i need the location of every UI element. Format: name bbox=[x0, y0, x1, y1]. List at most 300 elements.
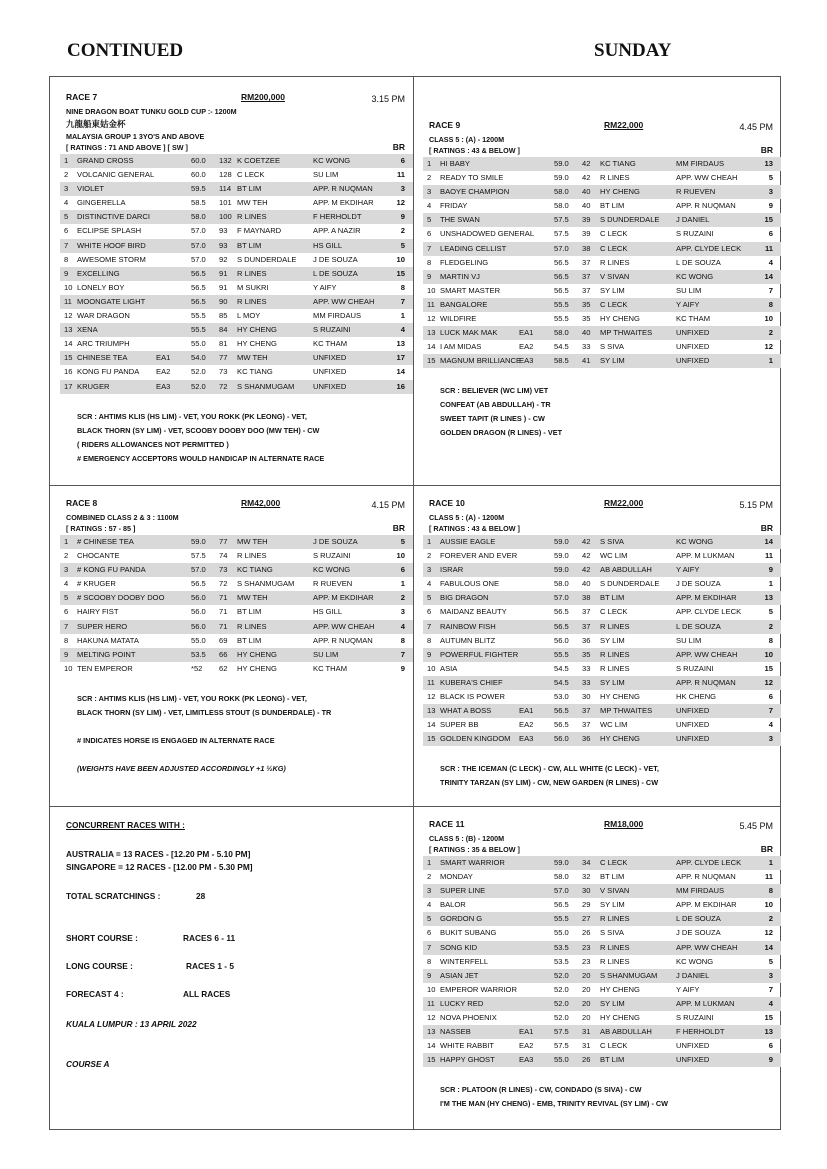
rating: 27 bbox=[582, 914, 591, 924]
trainer: SY LIM bbox=[600, 356, 625, 366]
ratings-text: [ RATINGS : 43 & BELOW ] bbox=[429, 146, 520, 155]
trainer: S SHANMUGAM bbox=[600, 970, 658, 980]
trainer: BT LIM bbox=[237, 240, 262, 250]
runner-row bbox=[423, 969, 781, 983]
rating: 39 bbox=[582, 215, 591, 225]
barrier: 5 bbox=[400, 537, 405, 546]
rating: 85 bbox=[219, 311, 228, 321]
rating: 35 bbox=[582, 314, 591, 324]
runner-number: 5 bbox=[427, 914, 432, 924]
runner-number: 13 bbox=[427, 1027, 436, 1037]
note-line: I'M THE MAN (HY CHENG) - EMB, TRINITY REVIVAL (SY LIM) - CW bbox=[440, 1099, 669, 1109]
jockey: APP. R NUQMAN bbox=[676, 201, 736, 211]
barrier: 6 bbox=[400, 565, 405, 575]
trainer: MP THWAITES bbox=[600, 706, 653, 716]
runner-row bbox=[423, 563, 781, 577]
runner-row bbox=[60, 549, 413, 563]
rating: 93 bbox=[219, 240, 228, 250]
trainer: R LINES bbox=[237, 212, 267, 222]
weight: 56.5 bbox=[554, 706, 569, 716]
trainer: MW TEH bbox=[237, 537, 268, 546]
runner-number: 2 bbox=[427, 872, 432, 882]
emergency-tag: EA2 bbox=[156, 367, 171, 377]
race-header bbox=[423, 819, 781, 833]
rating: 91 bbox=[219, 282, 228, 292]
barrier: 12 bbox=[764, 342, 773, 352]
rating: 74 bbox=[219, 551, 228, 561]
race-time: 5.45 PM bbox=[739, 821, 773, 831]
barrier: 1 bbox=[400, 311, 405, 321]
trainer: BT LIM bbox=[600, 593, 625, 603]
weight: 57.5 bbox=[554, 1041, 569, 1051]
race-purse: RM22,000 bbox=[604, 498, 644, 508]
rating: 41 bbox=[582, 356, 591, 366]
barrier: 5 bbox=[400, 240, 405, 250]
weight: 52.0 bbox=[554, 984, 569, 994]
horse-name: CHOCANTE bbox=[77, 551, 120, 561]
barrier: 3 bbox=[400, 607, 405, 617]
runner-row bbox=[60, 154, 413, 168]
rating: 23 bbox=[582, 942, 591, 952]
barrier: 15 bbox=[764, 1013, 773, 1023]
runner-number: 12 bbox=[64, 311, 73, 321]
barrier: 8 bbox=[768, 886, 773, 896]
rating: 37 bbox=[582, 257, 591, 267]
trainer: BT LIM bbox=[237, 184, 262, 194]
trainer: HY CHENG bbox=[600, 1013, 640, 1023]
emergency-tag: EA1 bbox=[519, 1027, 534, 1037]
jockey: KC WONG bbox=[313, 565, 351, 575]
race-info-line: CLASS 5 : (B) - 1200M bbox=[429, 834, 505, 843]
ratings-text: [ RATINGS : 35 & BELOW ] bbox=[429, 845, 520, 854]
note-line: ( RIDERS ALLOWANCES NOT PERMITTED ) bbox=[77, 439, 229, 449]
runner-row bbox=[423, 605, 781, 619]
horse-name: FLEDGELING bbox=[440, 257, 489, 267]
barrier: 11 bbox=[764, 243, 773, 253]
horse-name: HAKUNA MATATA bbox=[77, 635, 139, 645]
ratings-text: [ RATINGS : 57 - 85 ] bbox=[66, 524, 136, 533]
weight: 55.5 bbox=[554, 314, 569, 324]
horse-name: # KONG FU PANDA bbox=[77, 565, 146, 575]
runner-row bbox=[423, 270, 781, 284]
weight: 58.0 bbox=[554, 579, 569, 589]
runner-number: 2 bbox=[64, 551, 69, 561]
trainer: MW TEH bbox=[237, 353, 268, 363]
jockey: Y AIFY bbox=[676, 984, 700, 994]
runner-number: 12 bbox=[427, 314, 436, 324]
runner-number: 7 bbox=[64, 240, 69, 250]
runner-number: 17 bbox=[64, 381, 73, 391]
race-ratings bbox=[423, 145, 781, 156]
race-header bbox=[423, 120, 781, 134]
jockey: J DE SOUZA bbox=[313, 254, 358, 264]
runner-row bbox=[423, 620, 781, 634]
horse-name: LUCK MAK MAK bbox=[440, 328, 498, 338]
runner-number: 13 bbox=[427, 706, 436, 716]
runner-row bbox=[60, 563, 413, 577]
race-header bbox=[60, 498, 413, 512]
barrier-header: BR bbox=[760, 844, 773, 854]
runner-row bbox=[60, 295, 413, 309]
jockey: L DE SOUZA bbox=[676, 257, 721, 267]
weight: 58.0 bbox=[554, 201, 569, 211]
runner-number: 4 bbox=[64, 579, 69, 589]
runner-number: 2 bbox=[64, 170, 69, 180]
jockey: Y AIFY bbox=[676, 565, 700, 575]
barrier: 11 bbox=[396, 170, 405, 180]
trainer: WC LIM bbox=[600, 720, 628, 730]
horse-name: XENA bbox=[77, 325, 98, 335]
rating: 77 bbox=[219, 537, 228, 546]
horse-name: MELTING POINT bbox=[77, 649, 136, 659]
trainer: SY LIM bbox=[600, 677, 625, 687]
trainer: R LINES bbox=[600, 173, 630, 183]
horse-name: ASIA bbox=[440, 663, 458, 673]
weight: 58.0 bbox=[554, 328, 569, 338]
race-11-panel bbox=[423, 819, 781, 1111]
horse-name: GORDON G bbox=[440, 914, 483, 924]
rating: 34 bbox=[582, 858, 591, 867]
runner-number: 11 bbox=[427, 299, 435, 309]
note-line: # EMERGENCY ACCEPTORS WOULD HANDICAP IN ALTERNATE RACE bbox=[77, 453, 325, 463]
runner-number: 8 bbox=[427, 257, 432, 267]
weight: 57.0 bbox=[554, 243, 569, 253]
runner-row bbox=[423, 312, 781, 326]
race-ratings bbox=[60, 142, 413, 153]
weight: 56.5 bbox=[191, 579, 206, 589]
runner-number: 15 bbox=[427, 734, 436, 744]
horse-name: AUTUMN BLITZ bbox=[440, 635, 496, 645]
barrier: 15 bbox=[764, 215, 773, 225]
trainer: KC TIANG bbox=[237, 367, 273, 377]
rating: 128 bbox=[219, 170, 232, 180]
runner-row bbox=[423, 227, 781, 241]
race-notes bbox=[423, 384, 781, 440]
jockey: SU LIM bbox=[313, 649, 339, 659]
runner-row bbox=[423, 870, 781, 884]
runner-row bbox=[60, 535, 413, 549]
barrier: 7 bbox=[768, 706, 773, 716]
jockey: SU LIM bbox=[313, 170, 339, 180]
runner-number: 10 bbox=[427, 285, 436, 295]
horse-name: THE SWAN bbox=[440, 215, 480, 225]
runner-number: 1 bbox=[427, 159, 432, 168]
trainer: BT LIM bbox=[600, 201, 625, 211]
runner-number: 7 bbox=[427, 621, 432, 631]
rating: 40 bbox=[582, 187, 591, 197]
runner-number: 6 bbox=[427, 928, 432, 938]
barrier: 5 bbox=[768, 956, 773, 966]
horse-name: EXCELLING bbox=[77, 268, 120, 278]
rating: 72 bbox=[219, 381, 228, 391]
emergency-tag: EA1 bbox=[156, 353, 171, 363]
barrier: 9 bbox=[400, 663, 405, 673]
race-card-grid bbox=[49, 76, 781, 1130]
runner-row bbox=[60, 281, 413, 295]
barrier: 9 bbox=[768, 201, 773, 211]
jockey: APP. WW CHEAH bbox=[676, 173, 738, 183]
note-line: TRINITY TARZAN (SY LIM) - CW, NEW GARDEN (R LINES) - CW bbox=[440, 778, 659, 788]
barrier: 7 bbox=[768, 285, 773, 295]
weight: 59.0 bbox=[554, 173, 569, 183]
rating: 71 bbox=[219, 593, 228, 603]
barrier: 9 bbox=[768, 565, 773, 575]
rating: 42 bbox=[582, 173, 591, 183]
race-info-line: COMBINED CLASS 2 & 3 : 1100M bbox=[66, 513, 179, 522]
jockey: SU LIM bbox=[676, 285, 702, 295]
runner-number: 2 bbox=[427, 551, 432, 561]
horse-name: SUPER BB bbox=[440, 720, 479, 730]
concurrent-singapore: SINGAPORE = 12 RACES - [12.00 PM - 5.30 PM] bbox=[66, 862, 253, 872]
jockey: KC WONG bbox=[676, 537, 714, 546]
barrier: 13 bbox=[396, 339, 405, 349]
runner-number: 8 bbox=[64, 635, 69, 645]
row-divider-2 bbox=[50, 806, 780, 807]
runner-number: 1 bbox=[427, 858, 432, 867]
runner-number: 3 bbox=[64, 565, 69, 575]
weight: 58.0 bbox=[554, 872, 569, 882]
weight: 58.0 bbox=[554, 187, 569, 197]
trainer: R LINES bbox=[237, 621, 267, 631]
weight: 56.5 bbox=[554, 285, 569, 295]
runner-row bbox=[60, 239, 413, 253]
runner-number: 5 bbox=[427, 593, 432, 603]
runner-row bbox=[423, 199, 781, 213]
barrier: 1 bbox=[768, 356, 773, 366]
jockey: UNFIXED bbox=[676, 342, 710, 352]
barrier: 5 bbox=[768, 607, 773, 617]
trainer: R LINES bbox=[237, 296, 267, 306]
trainer: HY CHENG bbox=[600, 984, 640, 994]
jockey: L DE SOUZA bbox=[313, 268, 358, 278]
race-header bbox=[423, 498, 781, 512]
rating: 37 bbox=[582, 621, 591, 631]
trainer: V SIVAN bbox=[600, 886, 630, 896]
barrier: 8 bbox=[400, 282, 405, 292]
weight: 55.0 bbox=[191, 635, 206, 645]
rating: 91 bbox=[219, 268, 228, 278]
rating: 84 bbox=[219, 325, 228, 335]
trainer: R LINES bbox=[600, 942, 630, 952]
trainer: C LECK bbox=[600, 607, 628, 617]
weight: 59.0 bbox=[554, 858, 569, 867]
weight: 56.0 bbox=[554, 734, 569, 744]
jockey: APP. M EKDIHAR bbox=[676, 593, 737, 603]
trainer: AB ABDULLAH bbox=[600, 565, 652, 575]
runner-list bbox=[423, 157, 781, 368]
runner-number: 11 bbox=[64, 296, 72, 306]
rating: 37 bbox=[582, 271, 591, 281]
horse-name: FRIDAY bbox=[440, 201, 468, 211]
horse-name: CHINESE TEA bbox=[77, 353, 128, 363]
rating: 71 bbox=[219, 607, 228, 617]
race-7-panel bbox=[60, 92, 413, 466]
weight: 60.0 bbox=[191, 170, 206, 180]
rating: 73 bbox=[219, 565, 228, 575]
jockey: UNFIXED bbox=[313, 353, 347, 363]
trainer: KC TIANG bbox=[237, 565, 273, 575]
runner-row bbox=[423, 577, 781, 591]
jockey: L DE SOUZA bbox=[676, 621, 721, 631]
runner-number: 3 bbox=[427, 565, 432, 575]
runner-list bbox=[423, 856, 781, 1067]
weight: *52 bbox=[191, 663, 203, 673]
jockey: J DE SOUZA bbox=[676, 579, 721, 589]
weight: 55.0 bbox=[554, 1055, 569, 1065]
emergency-tag: EA1 bbox=[519, 706, 534, 716]
race-purse: RM18,000 bbox=[604, 819, 644, 829]
emergency-tag: EA3 bbox=[519, 734, 534, 744]
runner-row bbox=[60, 323, 413, 337]
note-line: SCR : BELIEVER (WC LIM) VET bbox=[440, 386, 549, 396]
jockey: APP. M EKDIHAR bbox=[676, 900, 737, 910]
runner-number: 14 bbox=[64, 339, 73, 349]
race-number: RACE 9 bbox=[429, 120, 461, 130]
jockey: APP. CLYDE LECK bbox=[676, 243, 742, 253]
note-line: SCR : AHTIMS KLIS (HS LIM) - VET, YOU ROKK (PK LEONG) - VET, bbox=[77, 411, 307, 421]
rating: 40 bbox=[582, 579, 591, 589]
trainer: S DUNDERDALE bbox=[237, 254, 297, 264]
trainer: S DUNDERDALE bbox=[600, 215, 660, 225]
barrier-header: BR bbox=[392, 523, 405, 533]
jockey: APP. WW CHEAH bbox=[676, 649, 738, 659]
horse-name: BALOR bbox=[440, 900, 466, 910]
jockey: J DE SOUZA bbox=[676, 928, 721, 938]
race-time: 4.15 PM bbox=[371, 500, 405, 510]
weight: 59.0 bbox=[191, 537, 206, 546]
barrier: 11 bbox=[764, 551, 773, 561]
jockey: KC THAM bbox=[676, 314, 711, 324]
runner-number: 9 bbox=[427, 970, 432, 980]
weight: 53.5 bbox=[554, 942, 569, 952]
barrier: 10 bbox=[764, 649, 773, 659]
weight: 55.5 bbox=[554, 649, 569, 659]
runner-row bbox=[60, 210, 413, 224]
runner-row bbox=[60, 351, 413, 365]
rating: 37 bbox=[582, 720, 591, 730]
horse-name: BIG DRAGON bbox=[440, 593, 489, 603]
barrier: 15 bbox=[764, 663, 773, 673]
race-purse: RM42,000 bbox=[241, 498, 281, 508]
weight: 52.0 bbox=[554, 970, 569, 980]
rating: 26 bbox=[582, 928, 591, 938]
rating: 36 bbox=[582, 635, 591, 645]
jockey: APP. WW CHEAH bbox=[313, 621, 375, 631]
jockey: APP. R NUQMAN bbox=[676, 872, 736, 882]
weight: 58.5 bbox=[191, 198, 206, 208]
runner-row bbox=[423, 1025, 781, 1039]
weight: 57.0 bbox=[191, 240, 206, 250]
trainer: S SHANMUGAM bbox=[237, 381, 295, 391]
runner-row bbox=[60, 309, 413, 323]
emergency-tag: EA3 bbox=[156, 381, 171, 391]
trainer: R LINES bbox=[237, 551, 267, 561]
weight: 57.0 bbox=[191, 254, 206, 264]
jockey: Y AIFY bbox=[676, 299, 700, 309]
barrier: 3 bbox=[768, 187, 773, 197]
horse-name: GOLDEN KINGDOM bbox=[440, 734, 511, 744]
trainer: C LECK bbox=[600, 299, 628, 309]
weight: 54.0 bbox=[191, 353, 206, 363]
trainer: BT LIM bbox=[600, 1055, 625, 1065]
weight: 53.0 bbox=[554, 692, 569, 702]
weight: 56.0 bbox=[191, 621, 206, 631]
barrier: 1 bbox=[768, 579, 773, 589]
concurrent-australia: AUSTRALIA = 13 RACES - [12.20 PM - 5.10 PM] bbox=[66, 849, 251, 859]
weight: 59.0 bbox=[554, 551, 569, 561]
weight: 59.0 bbox=[554, 537, 569, 546]
runner-number: 9 bbox=[427, 271, 432, 281]
jockey: KC WONG bbox=[676, 956, 714, 966]
horse-name: MAIDANZ BEAUTY bbox=[440, 607, 507, 617]
rating: 92 bbox=[219, 254, 228, 264]
jockey: MM FIRDAUS bbox=[676, 159, 725, 168]
trainer: WC LIM bbox=[600, 551, 628, 561]
weight: 57.0 bbox=[191, 226, 206, 236]
runner-number: 12 bbox=[427, 1013, 436, 1023]
horse-name: MAGNUM BRILLIANCE bbox=[440, 356, 522, 366]
runner-number: 2 bbox=[427, 173, 432, 183]
rating: 37 bbox=[582, 706, 591, 716]
race-info-line: CLASS 5 : (A) - 1200M bbox=[429, 135, 505, 144]
runner-row bbox=[423, 326, 781, 340]
weight: 57.0 bbox=[554, 886, 569, 896]
race-time: 5.15 PM bbox=[739, 500, 773, 510]
horse-name: MARTIN VJ bbox=[440, 271, 480, 281]
horse-name: HI BABY bbox=[440, 159, 470, 168]
trainer: C LECK bbox=[600, 243, 628, 253]
runner-number: 3 bbox=[427, 187, 432, 197]
barrier: 12 bbox=[396, 198, 405, 208]
note-line: SWEET TAPIT (R LINES ) - CW bbox=[440, 414, 545, 424]
trainer: MW TEH bbox=[237, 198, 268, 208]
rating: 35 bbox=[582, 649, 591, 659]
trainer: SY LIM bbox=[600, 900, 625, 910]
horse-name: I AM MIDAS bbox=[440, 342, 482, 352]
runner-number: 7 bbox=[427, 942, 432, 952]
barrier: 6 bbox=[768, 692, 773, 702]
total-scratchings-value: 28 bbox=[196, 891, 206, 901]
jockey: UNFIXED bbox=[313, 381, 347, 391]
barrier: 6 bbox=[768, 1041, 773, 1051]
jockey: APP. WW CHEAH bbox=[676, 942, 738, 952]
trainer: S SIVA bbox=[600, 537, 624, 546]
runner-number: 4 bbox=[64, 198, 69, 208]
runner-number: 16 bbox=[64, 367, 73, 377]
rating: 114 bbox=[219, 184, 232, 194]
weight: 55.5 bbox=[191, 325, 206, 335]
trainer: R LINES bbox=[600, 914, 630, 924]
horse-name: KUBERA'S CHIEF bbox=[440, 677, 503, 687]
rating: 29 bbox=[582, 900, 591, 910]
barrier: 14 bbox=[764, 537, 773, 546]
jockey: APP. M LUKMAN bbox=[676, 998, 735, 1008]
horse-name: SMART WARRIOR bbox=[440, 858, 505, 867]
barrier: 7 bbox=[768, 984, 773, 994]
runner-number: 4 bbox=[427, 900, 432, 910]
runner-row bbox=[423, 213, 781, 227]
trainer: S SIVA bbox=[600, 342, 624, 352]
jockey: UNFIXED bbox=[676, 1041, 710, 1051]
trainer: C LECK bbox=[600, 229, 628, 239]
runner-row bbox=[423, 662, 781, 676]
runner-row bbox=[423, 732, 781, 746]
runner-number: 6 bbox=[427, 607, 432, 617]
trainer: C LECK bbox=[600, 858, 628, 867]
jockey: APP. A NAZIR bbox=[313, 226, 361, 236]
forecast-label: FORECAST 4 : bbox=[66, 989, 124, 999]
horse-name: NASSEB bbox=[440, 1027, 471, 1037]
